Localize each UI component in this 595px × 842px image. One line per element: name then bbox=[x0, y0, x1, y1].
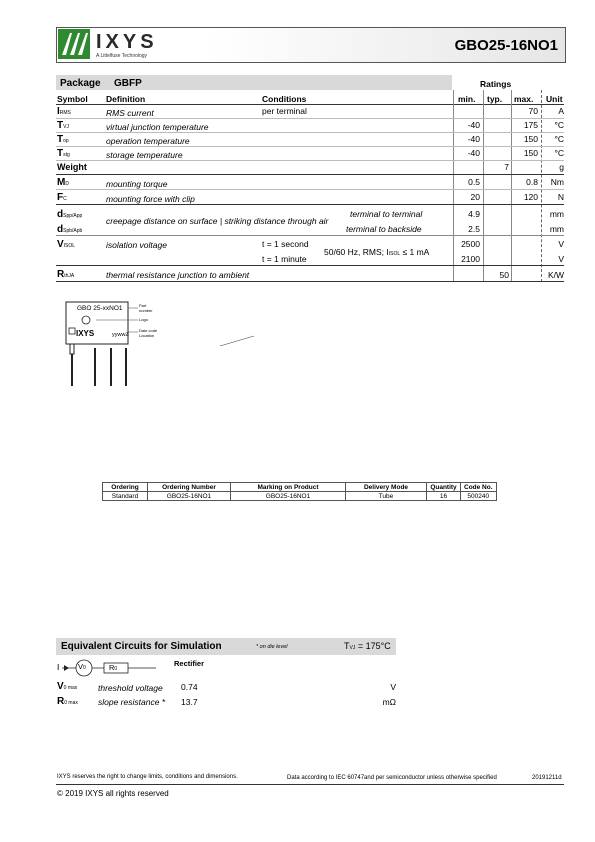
package-drawing bbox=[56, 298, 286, 393]
row-typ: 7 bbox=[504, 162, 509, 172]
ordering-cell: 500240 bbox=[461, 492, 497, 501]
col-definition: Definition bbox=[106, 94, 146, 104]
eq-unit-v0: V bbox=[390, 682, 396, 692]
brand-subtitle: A Littelfuse Technology bbox=[96, 53, 148, 59]
ratings-label: Ratings bbox=[480, 79, 512, 89]
col-conditions: Conditions bbox=[262, 94, 307, 104]
circuit-current-label: I bbox=[57, 662, 60, 672]
circuit-r0-label: R0 bbox=[109, 663, 118, 672]
isolation-cond-2: t = 1 minute bbox=[262, 254, 307, 264]
equivalent-title: Equivalent Circuits for Simulation bbox=[61, 641, 222, 652]
row-unit: g bbox=[559, 162, 564, 172]
isolation-unit-1: V bbox=[558, 239, 564, 249]
page-title: GBO25-16NO1 bbox=[454, 37, 558, 54]
row-divider bbox=[56, 132, 564, 133]
creepage-symbol-1: dSpp/App bbox=[57, 209, 83, 220]
isolation-symbol: VISOL bbox=[57, 239, 76, 250]
ordering-header: Delivery Mode bbox=[346, 483, 427, 492]
creepage-symbol-2: dSpb/Apb bbox=[57, 224, 83, 235]
row-unit: °C bbox=[554, 134, 564, 144]
thermal-definition: thermal resistance junction to ambient bbox=[106, 270, 250, 280]
eq-symbol-r0: R0 max bbox=[57, 696, 78, 707]
creepage-definition: creepage distance on surface | striking distance through air bbox=[106, 216, 329, 226]
equivalent-column: Rectifier bbox=[174, 659, 205, 668]
row-unit: °C bbox=[554, 148, 564, 158]
ordering-header: Ordering Number bbox=[148, 483, 231, 492]
row-max: 175 bbox=[523, 120, 538, 130]
row-symbol: Tstg bbox=[57, 148, 70, 159]
ordering-cell: GBO25-16NO1 bbox=[231, 492, 346, 501]
row-divider bbox=[56, 174, 564, 175]
footer-disclaimer: IXYS reserves the right to change limits, conditions and dimensions. bbox=[57, 774, 238, 780]
row-max: 120 bbox=[523, 192, 538, 202]
row-unit: A bbox=[558, 106, 564, 116]
equivalent-tvj: TVJ = 175°C bbox=[344, 641, 391, 651]
ixys-logo-icon bbox=[58, 29, 90, 59]
package-date-code: yywwZ bbox=[112, 332, 129, 338]
isolation-cond-common: 50/60 Hz, RMS; IISOL ≤ 1 mA bbox=[324, 247, 430, 257]
ordering-cell: Tube bbox=[346, 492, 427, 501]
row-symbol: Top bbox=[57, 134, 69, 145]
eq-def-v0: threshold voltage bbox=[98, 683, 163, 693]
row-divider bbox=[56, 189, 564, 190]
row-symbol: IRMS bbox=[57, 106, 71, 117]
creepage-cond-1: terminal to terminal bbox=[350, 209, 423, 219]
ordering-cell: 16 bbox=[427, 492, 461, 501]
footer-date: 20191211d bbox=[532, 775, 562, 781]
row-symbol: Weight bbox=[57, 162, 87, 172]
eq-val-v0: 0.74 bbox=[181, 682, 198, 692]
row-symbol: MD bbox=[57, 177, 69, 188]
isolation-cond-1: t = 1 second bbox=[262, 239, 309, 249]
row-divider bbox=[56, 118, 564, 119]
ordering-header: Code No. bbox=[461, 483, 497, 492]
footer-copyright: © 2019 IXYS all rights reserved bbox=[57, 789, 169, 798]
ordering-cell: Standard bbox=[103, 492, 148, 501]
row-unit: Nm bbox=[550, 177, 564, 187]
ordering-cell: GBO25-16NO1 bbox=[148, 492, 231, 501]
circuit-v0-label: V0 bbox=[78, 662, 86, 671]
row-definition: mounting force with clip bbox=[106, 194, 195, 204]
isolation-definition: isolation voltage bbox=[106, 240, 167, 250]
col-min: min. bbox=[458, 94, 476, 104]
callout-part: Part bbox=[139, 303, 147, 308]
creepage-unit-1: mm bbox=[549, 209, 564, 219]
col-unit: Unit bbox=[546, 94, 563, 104]
equivalent-note: * on die level bbox=[256, 644, 288, 650]
row-min: -40 bbox=[467, 120, 480, 130]
isolation-min-1: 2500 bbox=[461, 239, 480, 249]
row-max: 0.8 bbox=[526, 177, 538, 187]
row-conditions: per terminal bbox=[262, 106, 307, 116]
row-divider bbox=[56, 204, 564, 205]
row-unit: N bbox=[557, 192, 564, 202]
eq-val-r0: 13.7 bbox=[181, 697, 198, 707]
row-divider bbox=[56, 160, 564, 161]
row-max: 70 bbox=[528, 106, 538, 116]
row-definition: storage temperature bbox=[106, 150, 183, 160]
callout-logo: Logo bbox=[139, 317, 148, 322]
row-symbol: FC bbox=[57, 192, 67, 203]
ordering-header: Ordering bbox=[103, 483, 148, 492]
brand-name: IXYS bbox=[96, 31, 158, 53]
row-unit: °C bbox=[554, 120, 564, 130]
col-symbol: Symbol bbox=[57, 94, 88, 104]
ordering-table bbox=[102, 482, 497, 501]
isolation-min-2: 2100 bbox=[461, 254, 480, 264]
eq-unit-r0: mΩ bbox=[382, 697, 396, 707]
row-max: 150 bbox=[523, 148, 538, 158]
creepage-unit-2: mm bbox=[549, 224, 564, 234]
ordering-header: Quantity bbox=[427, 483, 461, 492]
col-typ: typ. bbox=[487, 94, 503, 104]
creepage-min-2: 2.5 bbox=[468, 224, 480, 234]
creepage-min-1: 4.9 bbox=[468, 209, 480, 219]
callout-number: number bbox=[139, 308, 153, 313]
package-name: GBFP bbox=[114, 78, 142, 89]
thermal-typ: 50 bbox=[499, 270, 509, 280]
row-divider bbox=[56, 146, 564, 147]
row-min: 0.5 bbox=[468, 177, 480, 187]
row-min: 20 bbox=[470, 192, 480, 202]
row-min: -40 bbox=[467, 148, 480, 158]
row-definition: RMS current bbox=[106, 108, 154, 118]
row-min: -40 bbox=[467, 134, 480, 144]
callout-date-code: Date code bbox=[139, 328, 158, 333]
eq-def-r0: slope resistance * bbox=[98, 697, 166, 707]
row-symbol: TVJ bbox=[57, 120, 69, 131]
row-max: 150 bbox=[523, 134, 538, 144]
thermal-unit: K/W bbox=[547, 270, 564, 280]
row-definition: mounting torque bbox=[106, 179, 168, 189]
thermal-symbol: RthJA bbox=[57, 269, 75, 280]
eq-symbol-v0: V0 max bbox=[57, 681, 78, 692]
package-part-label: GBO 25-xxNO1 bbox=[77, 305, 123, 312]
creepage-cond-2: terminal to backside bbox=[346, 224, 422, 234]
isolation-unit-2: V bbox=[558, 254, 564, 264]
row-definition: operation temperature bbox=[106, 136, 190, 146]
col-max: max. bbox=[514, 94, 534, 104]
ordering-header: Marking on Product bbox=[231, 483, 346, 492]
row-definition: virtual junction temperature bbox=[106, 122, 209, 132]
package-brand: IXYS bbox=[76, 329, 95, 338]
footer-standard: Data according to IEC 60747and per semiconductor unless otherwise specified bbox=[287, 775, 497, 781]
callout-location: Location bbox=[139, 333, 155, 338]
package-label: Package bbox=[60, 78, 101, 89]
